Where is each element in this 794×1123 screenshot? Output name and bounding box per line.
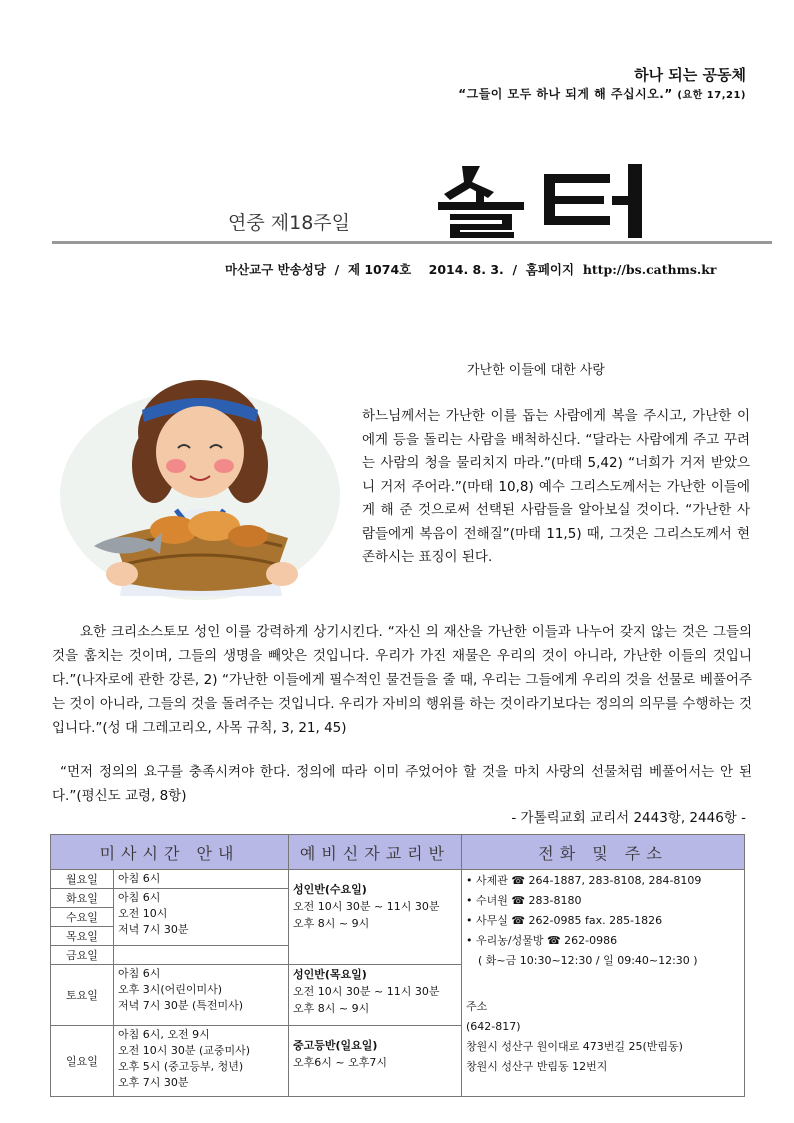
article-paragraph-3: “먼저 정의의 요구를 충족시켜야 한다. 정의에 따라 이미 주었어야 할 것을 마치 사랑의 선물처럼 베풀어서는 안 된다.”(평신도 교령, 8항) [52, 764, 752, 804]
day-mon: 월요일 [51, 870, 114, 889]
article-paragraph-2: 요한 크리소스토모 성인 이를 강력하게 상기시킨다. “자신 의 재산을 가난한 이들과 나누어 갖지 않는 것은 그들의 것을 훔치는 것이며, 그들의 생명을 빼앗은 것입니다. 우리가 가진 재물은 우리의 것이 아니라, 가난한 이들의 것입니다.”(나자로에 관한 강론, 2) “가난한 이들에게 필수적인 물건들을 줄 때, 우리는 그들에게 우리의 것을 선물로 베풀어주는 것이 아니라, 그들의 것을 돌려주는 것입니다. 우리가 자비의 행위를 하는 것이라기보다는 정의의 의무를 수행하는 것입니다.”(성 대 그레고리오, 사목 규칙, 3, 21, 45) [52, 624, 752, 736]
contact-convent: • 수녀원 ☎ 283-8180 [466, 894, 582, 907]
contact-office: • 사무실 ☎ 262-0985 fax. 285-1826 [466, 914, 663, 927]
mass-sun [114, 1026, 289, 1097]
day-fri: 금요일 [51, 946, 114, 965]
catechism-line: 오후 8시 ~ 9시 [293, 1002, 370, 1015]
catechism-title: 성인반(수요일) [293, 883, 367, 896]
motto-quote [458, 85, 746, 102]
mass-time: 아침 6시, 오전 9시 [118, 1028, 210, 1041]
catechism-title: 중고등반(일요일) [293, 1039, 378, 1052]
mass-weekday [114, 889, 289, 946]
illustration-person-with-bread-basket [50, 370, 350, 600]
catechism-line: 오전 10시 30분 ~ 11시 30분 [293, 900, 440, 913]
catechism-line: 오전 10시 30분 ~ 11시 30분 [293, 985, 440, 998]
mass-times-header: 미사시간 안내 [51, 835, 289, 870]
contact-shop: • 우리농/성물방 ☎ 262-0986 [466, 934, 618, 947]
mass-mon: 아침 6시 [114, 870, 289, 889]
catechism-line: 오후6시 ~ 오후7시 [293, 1056, 387, 1069]
address-label: 주소 [466, 1000, 488, 1013]
mass-time: 오후 7시 30분 [118, 1076, 189, 1089]
mass-time: 오후 3시(어린이미사) [118, 983, 223, 996]
catechism-youth-sun [289, 1026, 462, 1097]
mass-time: 아침 6시 [118, 891, 161, 904]
mass-time: 오후 5시 (중고등부, 청년) [118, 1060, 244, 1073]
article-source: - 가톨릭교회 교리서 2443항, 2446항 - [511, 810, 746, 826]
article-title: 가난한 이들에 대한 사랑 [467, 363, 605, 378]
catechism-adult-thu [289, 965, 462, 1026]
mass-sat [114, 965, 289, 1026]
mass-fri [114, 946, 289, 965]
issue-number: 제 1074호 [347, 262, 412, 277]
contact-rectory: • 사제관 ☎ 264-1887, 283-8108, 284-8109 [466, 874, 702, 887]
motto-quote-ref: (요한 17,21) [677, 90, 746, 101]
mass-time: 오전 10시 30분 (교중미사) [118, 1044, 251, 1057]
mass-time: 저녁 7시 30분 (특전미사) [118, 999, 244, 1012]
day-sat: 토요일 [51, 965, 114, 1026]
contact-cell [462, 870, 745, 1097]
header-divider [52, 241, 772, 244]
table-row [51, 870, 745, 889]
day-tue: 화요일 [51, 889, 114, 908]
address-lot: 창원시 성산구 반림동 12번지 [466, 1060, 608, 1073]
issue-date: 2014. 8. 3. [428, 262, 504, 277]
shop-hours: ( 화~금 10:30~12:30 / 일 09:40~12:30 ) [478, 954, 698, 967]
address-road: 창원시 성산구 원이대로 473번길 25(반림동) [466, 1040, 683, 1053]
day-sun: 일요일 [51, 1026, 114, 1097]
day-thu: 목요일 [51, 927, 114, 946]
homepage-label: 홈페이지 [525, 262, 575, 277]
homepage-link[interactable]: http://bs.cathms.kr [582, 262, 717, 277]
catechism-adult-wed [289, 870, 462, 965]
table-header-row [51, 835, 745, 870]
mass-time: 오전 10시 [118, 907, 168, 920]
parish-info-table [50, 834, 745, 1097]
liturgical-sunday: 연중 제18주일 [228, 212, 350, 234]
issue-info: 마산교구 반송성당 / 제 1074호 2014. 8. 3. / 홈페이지 http://bs.cathms.kr [225, 262, 717, 277]
contact-header: 전화 및 주소 [462, 835, 745, 870]
catechism-title: 성인반(목요일) [293, 968, 367, 981]
day-wed: 수요일 [51, 908, 114, 927]
article-paragraph-1: 하느님께서는 가난한 이를 돕는 사람에게 복을 주시고, 가난한 이에게 등을 돌리는 사람을 배척하신다. “달라는 사람에게 주고 꾸려는 사람의 청을 물리치지 마라.”(마태 5,42) “너희가 거저 받았으니 거저 주어라.”(마태 10,8) 예수 그리스도께서는 가난한 이들에게 해 준 것으로써 선택된 사람들을 알아보실 것이다. “가난한 사람들에게 복음이 전해질”(마태 11,5) 때, 그것은 그리스도께서 현존하시는 표징이 된다. [362, 408, 750, 565]
motto-title: 하나 되는 공동체 [634, 66, 746, 84]
motto-quote-text: “그들이 모두 하나 되게 해 주십시오.” [458, 87, 673, 101]
mass-time: 저녁 7시 30분 [118, 923, 189, 936]
bulletin-logo [432, 160, 672, 240]
mass-time: 아침 6시 [118, 967, 161, 980]
parish-name: 마산교구 반송성당 [225, 262, 326, 277]
catechism-line: 오후 8시 ~ 9시 [293, 917, 370, 930]
catechism-header: 예비신자교리반 [289, 835, 462, 870]
postal-code: (642-817) [466, 1020, 521, 1033]
